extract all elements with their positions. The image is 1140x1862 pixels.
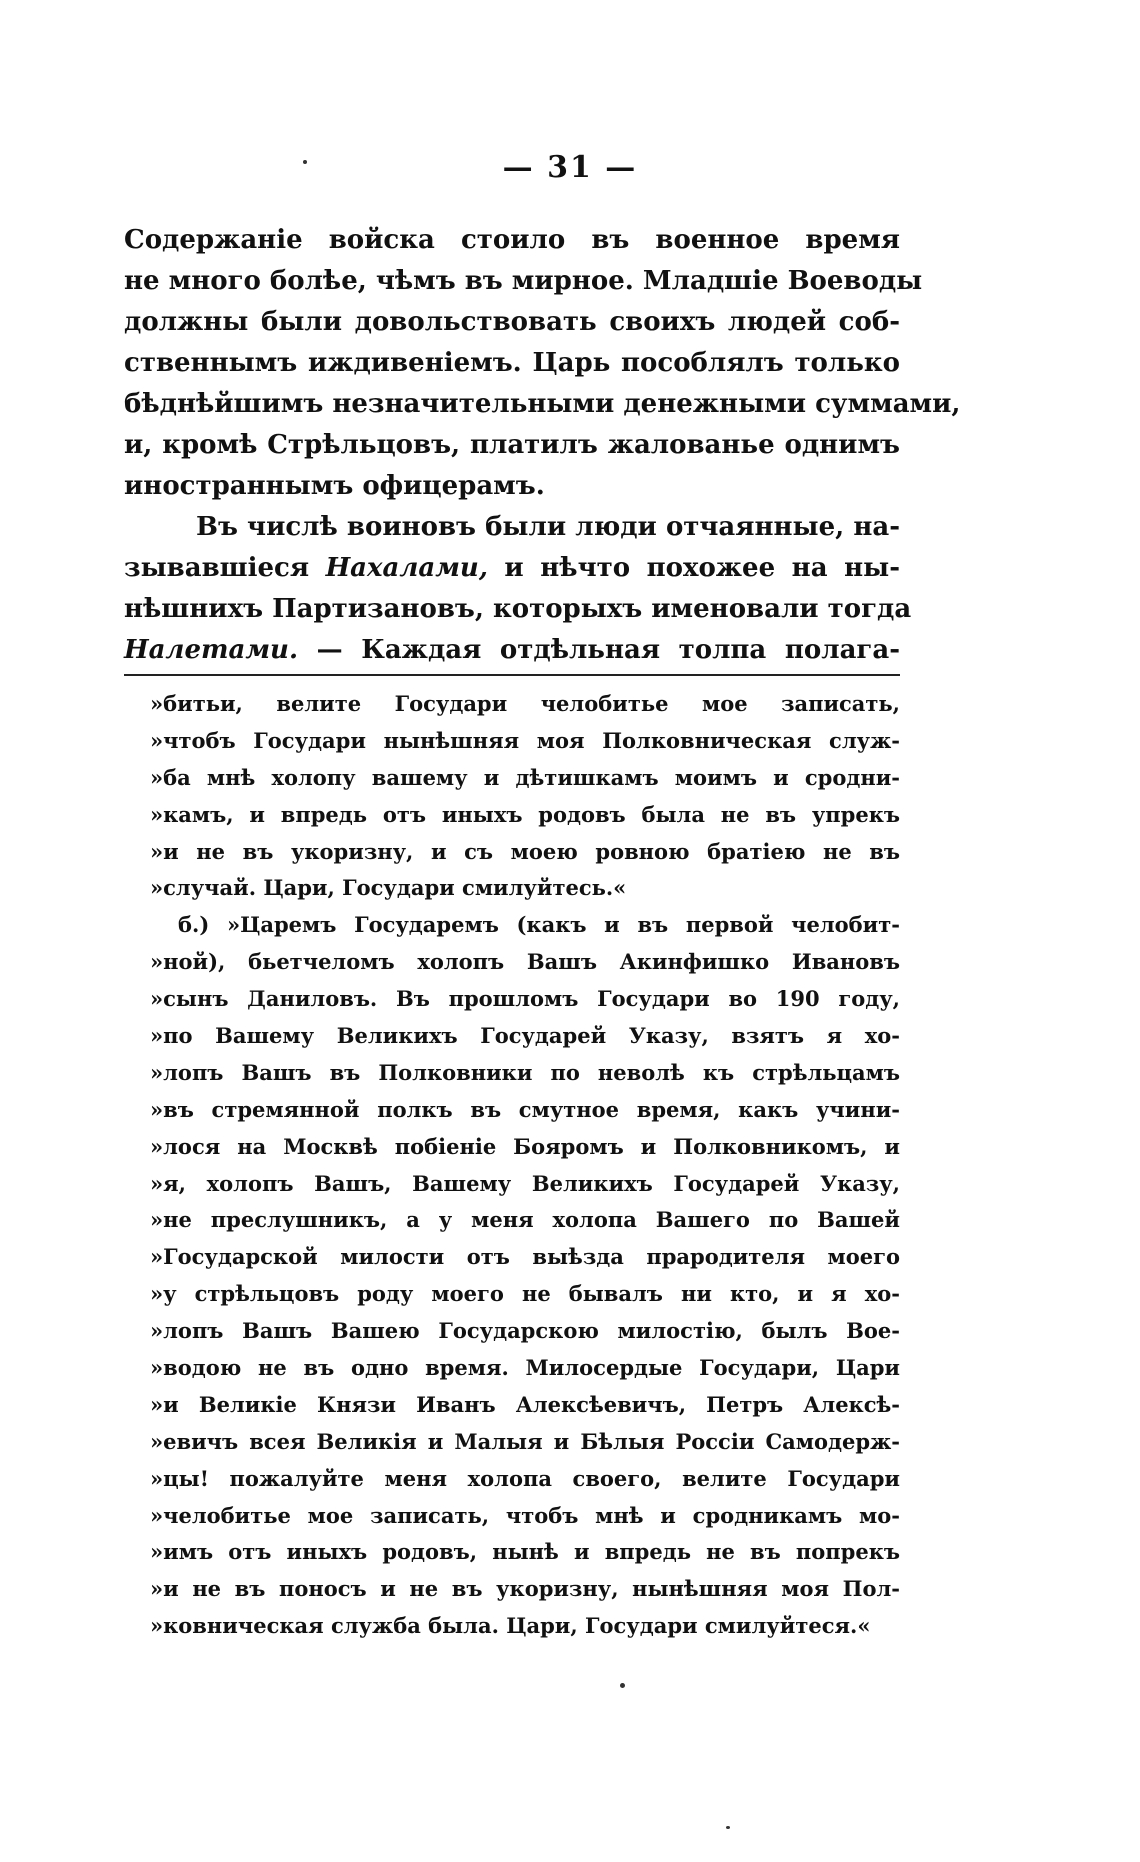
footnote-line: »не преслушникъ, а у меня холопа Вашего по Вашей — [150, 1207, 900, 1233]
footnote-line: »лопъ Вашъ въ Полковники по неволѣ къ стрѣльцамъ — [150, 1059, 900, 1085]
footnote-line: »лопъ Вашъ Вашею Государскою милостію, былъ Вое- — [150, 1318, 900, 1344]
footnote-line: »имъ отъ иныхъ родовъ, нынѣ и впредь не въ попрекъ — [150, 1539, 900, 1565]
main-line: бѣднѣйшимъ незначительными денежными суммами, — [124, 389, 961, 419]
page-number: — 31 — — [502, 150, 638, 185]
footnote-line: »случай. Цари, Государи смилуйтесь.« — [150, 875, 627, 901]
footnote-line: »камъ, и впредь отъ иныхъ родовъ была не въ упрекъ — [150, 801, 900, 827]
scan-speck — [620, 1683, 625, 1688]
main-line-part: и нѣчто похожее на ны- — [487, 553, 900, 583]
footnote-line: »лося на Москвѣ побіеніе Бояромъ и Полковникомъ, и — [150, 1133, 900, 1159]
footnote-line: »и Великіе Князи Иванъ Алексѣевичъ, Петръ Алексѣ- — [150, 1391, 900, 1417]
main-line: должны были довольствовать своихъ людей соб- — [124, 307, 900, 337]
scan-speck — [303, 160, 307, 164]
footnote-line: »и не въ укоризну, и съ моею ровною братіею не въ — [150, 838, 900, 864]
main-line: не много болѣе, чѣмъ въ мирное. Младшіе Воеводы — [124, 266, 923, 296]
footnote-line: »чтобъ Государи нынѣшняя моя Полковническая служ- — [150, 727, 900, 753]
main-line: ственнымъ иждивеніемъ. Царь пособлялъ только — [124, 348, 900, 378]
main-line: нѣшнихъ Партизановъ, которыхъ именовали тогда — [124, 594, 912, 624]
main-line — [124, 548, 900, 589]
footnote-line: »битьи, велите Государи челобитье мое записать, — [150, 691, 900, 716]
footnote-line: б.) »Царемъ Государемъ (какъ и въ первой челобит- — [178, 912, 900, 938]
footnote-line: »у стрѣльцовъ роду моего не бывалъ ни кто, и я хо- — [150, 1281, 900, 1307]
footnote-line: »ной), бьетчеломъ холопъ Вашъ Акинфишко Ивановъ — [150, 949, 900, 975]
footnote-line: »Государской милости отъ выѣзда прародителя моего — [150, 1244, 900, 1270]
footnote-line: »ковническая служба была. Цари, Государи смилуйтеся.« — [150, 1613, 871, 1639]
footnote-line: »и не въ поносъ и не въ укоризну, нынѣшняя моя Пол- — [150, 1576, 900, 1602]
main-line: и, кромѣ Стрѣльцовъ, платилъ жалованье однимъ — [124, 430, 900, 460]
main-text — [124, 220, 961, 671]
main-line: иностраннымъ офицерамъ. — [124, 471, 545, 501]
footnote-line: »евичъ всея Великія и Малыя и Бѣлыя Россіи Самодерж- — [150, 1428, 900, 1454]
main-line — [124, 630, 900, 671]
main-line-part: — Каждая отдѣльная толпа полага- — [298, 635, 900, 665]
footnote-text — [150, 686, 900, 1645]
footnote-line: »ба мнѣ холопу вашему и дѣтишкамъ моимъ и сродни- — [150, 764, 900, 790]
footnote-line: »водою не въ одно время. Милосердые Государи, Цари — [150, 1355, 900, 1381]
footnote-line: »въ стремянной полкъ въ смутное время, какъ учини- — [150, 1096, 900, 1122]
footnote-line: »цы! пожалуйте меня холопа своего, велите Государи — [150, 1465, 900, 1491]
footnote-line: »по Вашему Великихъ Государей Указу, взятъ я хо- — [150, 1023, 900, 1049]
main-line-part: зывавшіеся — [124, 553, 326, 583]
footnote-divider — [124, 674, 900, 676]
italic-term: Налетами. — [124, 635, 299, 665]
footnote-line: »сынъ Даниловъ. Въ прошломъ Государи во 190 году, — [150, 986, 900, 1012]
scan-speck — [726, 1826, 730, 1829]
main-line: Въ числѣ воиновъ были люди отчаянные, на- — [196, 512, 900, 542]
footnote-line: »я, холопъ Вашъ, Вашему Великихъ Государей Указу, — [150, 1170, 900, 1196]
main-line: Содержаніе войска стоило въ военное время — [124, 225, 900, 255]
footnote-line: »челобитье мое записать, чтобъ мнѣ и сродникамъ мо- — [150, 1502, 900, 1528]
italic-term: Нахалами, — [325, 553, 488, 583]
